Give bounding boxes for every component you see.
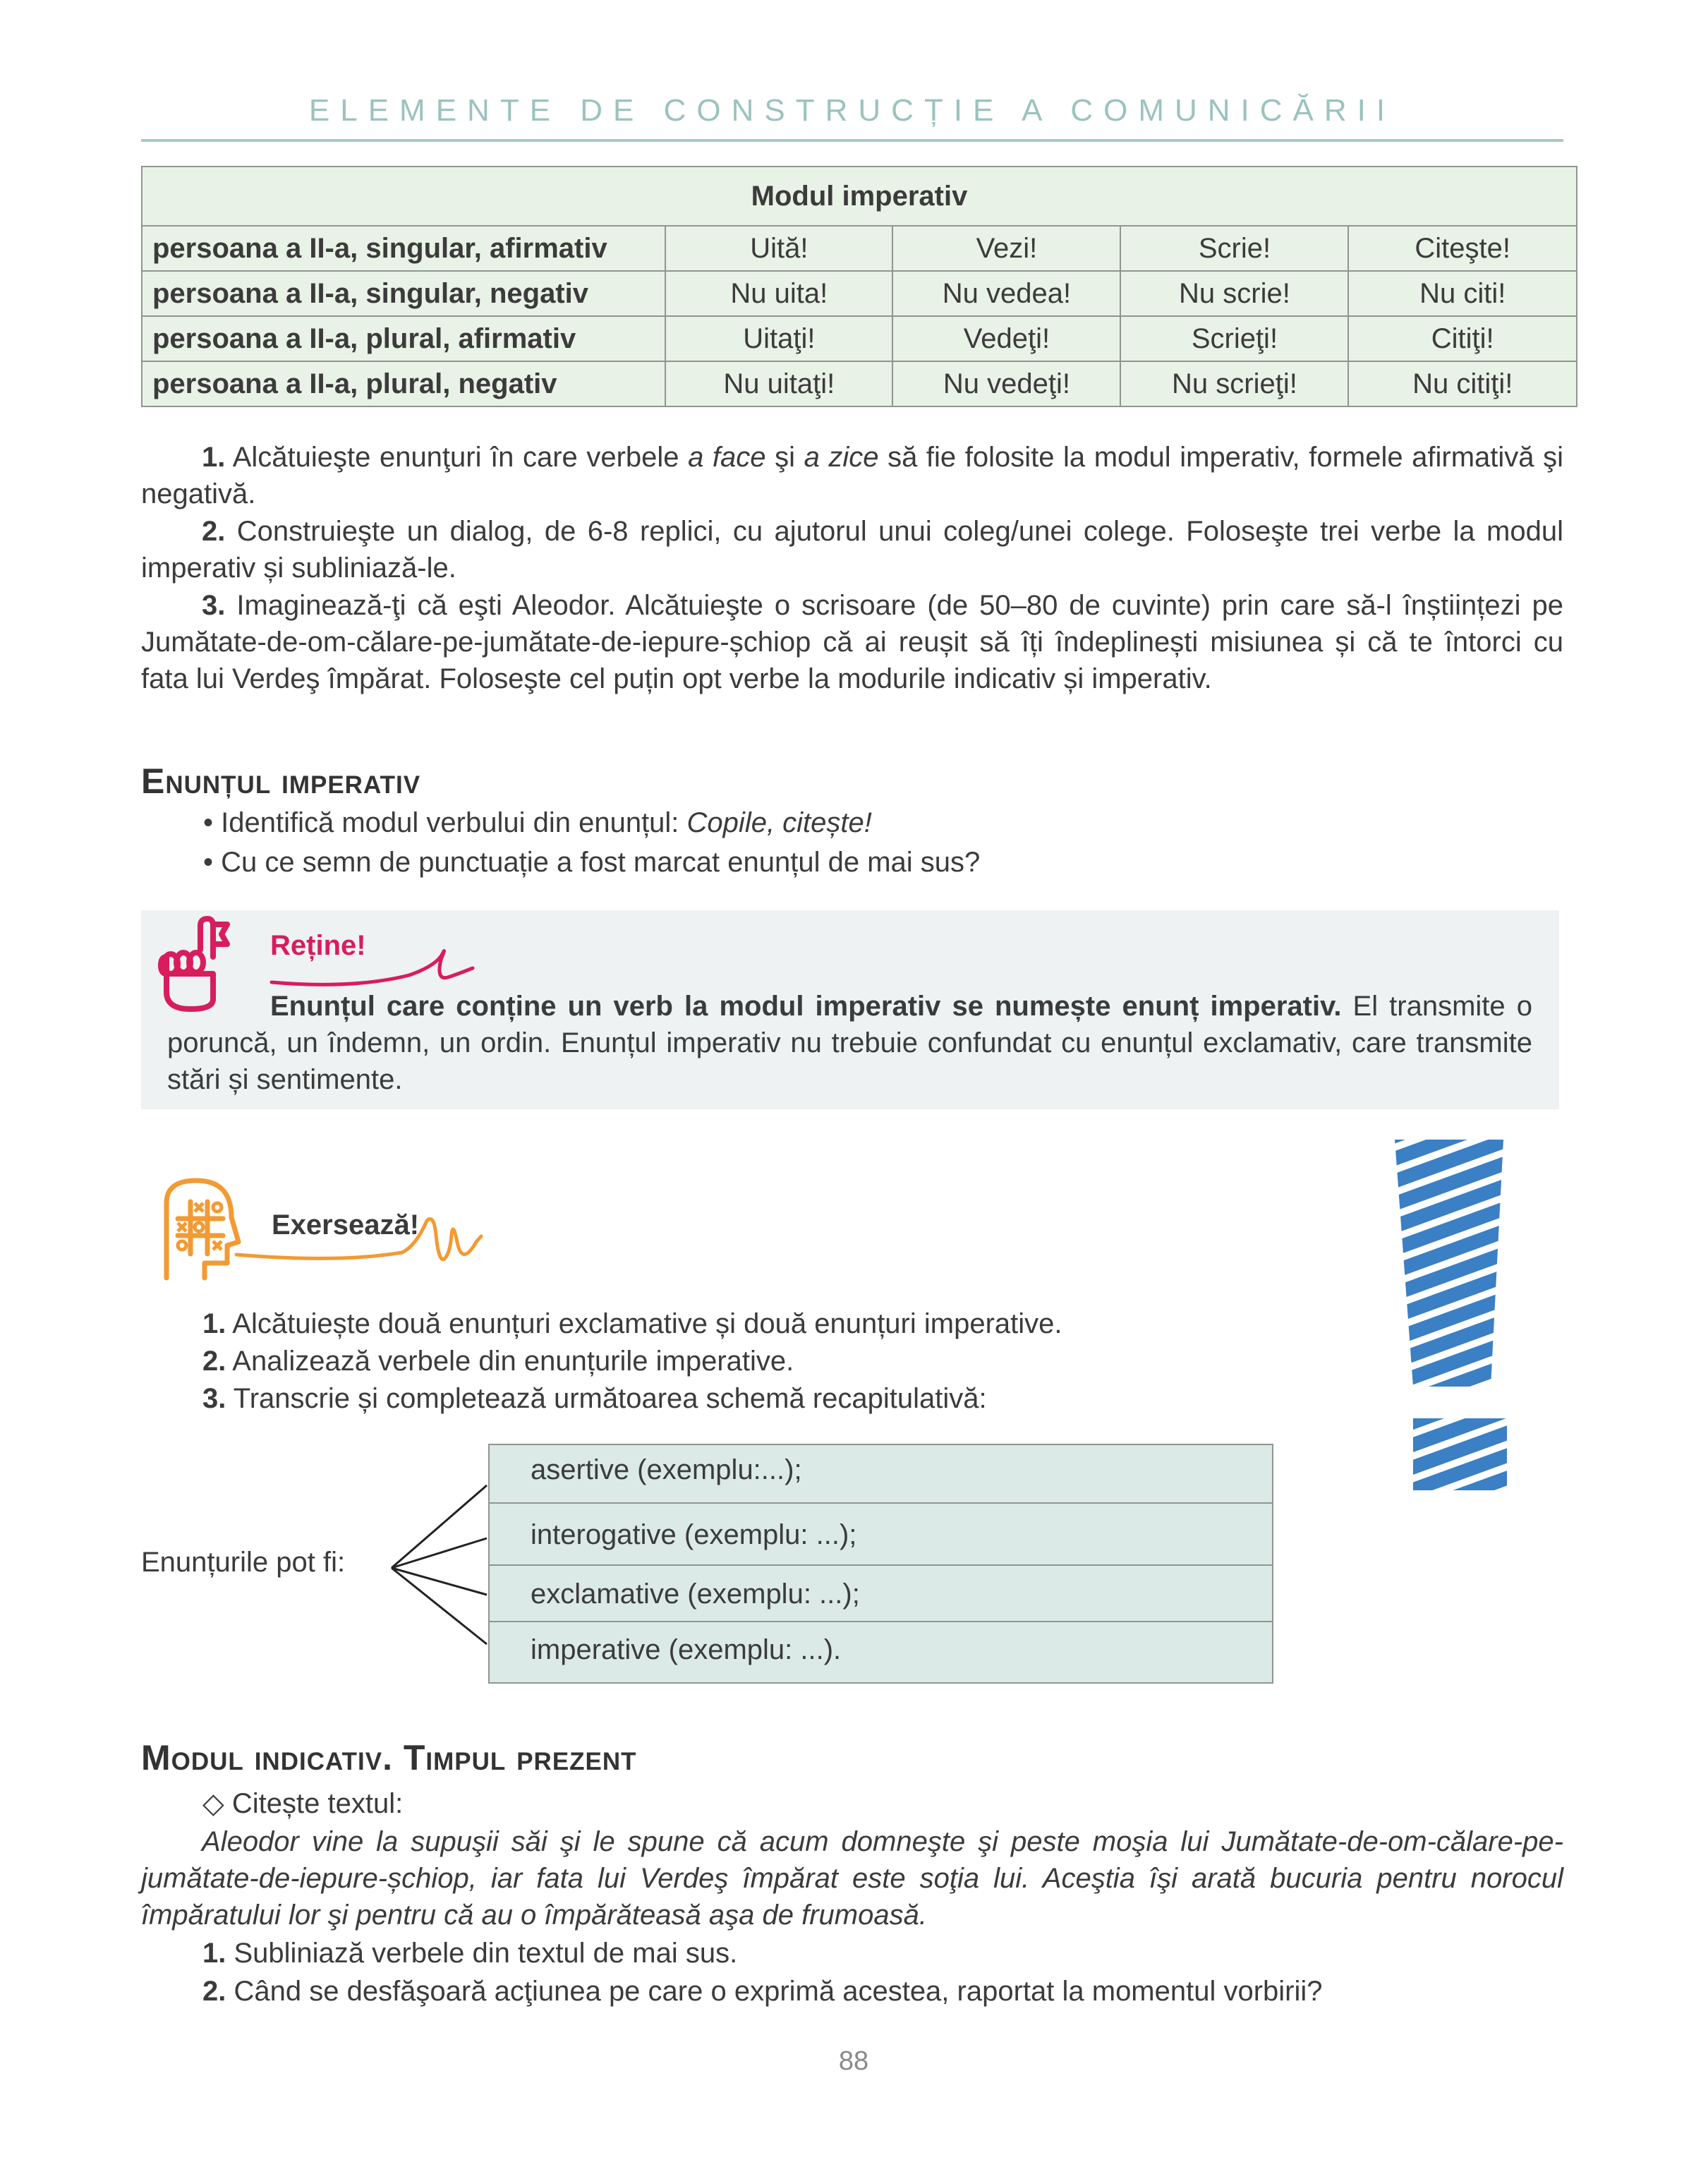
practice-item-3 — [202, 1380, 1261, 1417]
schema-row: exclamative (exemplu: ...); — [490, 1566, 1272, 1622]
exercise-number: 2. — [202, 516, 226, 547]
exercise-number: 2. — [202, 1976, 226, 2007]
exclamation-mark-icon — [1393, 1129, 1513, 1690]
bullet-icon: • — [203, 807, 222, 838]
section-heading-modul-indicativ: Modul indicativ. Timpul prezent — [141, 1738, 637, 1777]
exercise-text: Construieşte un dialog, de 6-8 replici, cu ajutorul unui coleg/unei colege. Foloseşte trei verbe la modul imperativ și subliniază-le. — [141, 516, 1563, 584]
schema-label: Enunțurile pot fi: — [141, 1547, 346, 1578]
exercise-text: Alcătuieşte enunţuri în care verbele — [225, 442, 689, 473]
table-cell: Scrieţi! — [1120, 316, 1348, 361]
table-cell: Vezi! — [892, 226, 1120, 271]
exercise-text: să fie folosite la modul imperativ, formele afirmativă şi negativă. — [141, 442, 1563, 509]
bullet-emphasis: Copile, citește! — [686, 807, 872, 838]
retine-explanation: El transmite o poruncă, un îndemn, un ordin. Enunțul imperativ nu trebuie confundat cu enunțul exclamativ, care transmite stări și sentimente. — [167, 991, 1532, 1095]
exercise-text: Alcătuiește două enunțuri exclamative și două enunțuri imperative. — [226, 1308, 1062, 1339]
row-label: persoana a II-a, singular, afirmativ — [142, 226, 665, 271]
table-row — [142, 361, 1577, 406]
row-label: persoana a II-a, plural, negativ — [142, 361, 665, 406]
exercise-emphasis: a face — [688, 442, 766, 473]
table-cell: Vedeţi! — [892, 316, 1120, 361]
exercise-number: 1. — [202, 442, 226, 473]
table-cell: Nu vedea! — [892, 271, 1120, 316]
exercise-text: Transcrie și completează următoarea schemă recapitulativă: — [226, 1383, 987, 1414]
page-number: 88 — [838, 2046, 869, 2076]
practice-item-2 — [202, 1343, 1261, 1380]
table-header-row — [142, 167, 1577, 226]
exercise-1 — [141, 439, 1563, 512]
question-1 — [202, 1935, 1543, 1972]
table-cell: Scrie! — [1120, 226, 1348, 271]
table-row — [142, 316, 1577, 361]
diamond-bullet-icon: ◇ — [202, 1788, 232, 1819]
header-divider — [141, 139, 1563, 142]
exercise-number: 1. — [202, 1308, 226, 1339]
schema-row: imperative (exemplu: ...). — [531, 1634, 842, 1665]
bullet-item — [203, 844, 1473, 881]
row-label: persoana a II-a, singular, negativ — [142, 271, 665, 316]
exercise-text: Analizează verbele din enunțurile imperative. — [226, 1346, 794, 1377]
row-label: persoana a II-a, plural, afirmativ — [142, 316, 665, 361]
instruction-text: Citește textul: — [231, 1788, 404, 1819]
exerseaza-title: Exersează! — [272, 1209, 420, 1241]
exercise-number: 2. — [202, 1346, 226, 1377]
table-cell: Citiţi! — [1348, 316, 1577, 361]
bullet-item — [203, 804, 1473, 841]
instruction — [202, 1785, 403, 1822]
exerseaza-squiggle — [233, 1214, 487, 1277]
table-row — [142, 271, 1577, 316]
exercise-3 — [141, 587, 1563, 697]
exercise-text: şi — [765, 442, 804, 473]
exercise-text: Când se desfăşoară acţiunea pe care o exprimă acestea, raportat la momentul vorbirii? — [226, 1976, 1323, 2007]
practice-item-1 — [202, 1305, 1261, 1342]
exercise-text: Subliniază verbele din textul de mai sus. — [226, 1938, 738, 1969]
table-cell: Nu scrie! — [1120, 271, 1348, 316]
table-cell: Nu citi! — [1348, 271, 1577, 316]
running-head: ELEMENTE DE CONSTRUCȚIE A COMUNICĂRII — [308, 93, 1396, 128]
table-cell: Nu uitaţi! — [665, 361, 892, 406]
table-cell: Citeşte! — [1348, 226, 1577, 271]
question-2 — [202, 1973, 1543, 2010]
retine-title: Reține! — [270, 930, 366, 961]
exercise-number: 1. — [202, 1938, 226, 1969]
section-heading-enuntul-imperativ: Enunțul imperativ — [141, 761, 421, 801]
quoted-text: Aleodor vine la supuşii săi şi le spune că acum domneşte şi peste moşia lui Jumătate-de-om-călare-pe-jumătate-de-iepure-șchiop, iar fata lui Verdeş împărat este soţia lui. Aceştia îşi arată bucuria pentru norocul împăratului lor şi pentru că au o împărăteasă aşa de frumoasă. — [141, 1826, 1563, 1931]
table-title: Modul imperativ — [142, 167, 1577, 226]
retine-definition: Enunțul care conține un verb la modul imperativ se numește enunț imperativ. — [270, 991, 1342, 1022]
exercise-emphasis: a zice — [804, 442, 879, 473]
imperative-table — [141, 166, 1577, 407]
schema-row: interogative (exemplu: ...); — [490, 1504, 1272, 1566]
exercise-2 — [141, 513, 1563, 586]
table-cell: Nu uita! — [665, 271, 892, 316]
exercise-number: 3. — [202, 1383, 226, 1414]
schema-branch-lines — [388, 1482, 490, 1651]
table-cell: Uitaţi! — [665, 316, 892, 361]
table-cell: Uită! — [665, 226, 892, 271]
table-cell: Nu vedeţi! — [892, 361, 1120, 406]
exercise-number: 3. — [202, 590, 226, 621]
table-cell: Nu citiţi! — [1348, 361, 1577, 406]
schema-row: asertive (exemplu:...); — [490, 1445, 1272, 1504]
exercise-text: Imaginează-ţi că eşti Aleodor. Alcătuieşte o scrisoare (de 50–80 de cuvinte) prin care să-l înștiințezi pe Jumătate-de-om-călare-pe-jumătate-de-iepure-șchiop că ai reușit să îți îndeplinești misiunea și că te întorci cu fata lui Verdeş împărat. Foloseşte cel puțin opt verbe la modurile indicativ și imperativ. — [141, 590, 1563, 694]
table-cell: Nu scrieţi! — [1120, 361, 1348, 406]
schema-box — [488, 1444, 1273, 1684]
retine-text — [167, 988, 1532, 1098]
table-row — [142, 226, 1577, 271]
bullet-text: Cu ce semn de punctuație a fost marcat enunțul de mai sus? — [221, 847, 981, 878]
bullet-icon: • — [203, 847, 222, 878]
bullet-text: Identifică modul verbului din enunțul: — [221, 807, 687, 838]
